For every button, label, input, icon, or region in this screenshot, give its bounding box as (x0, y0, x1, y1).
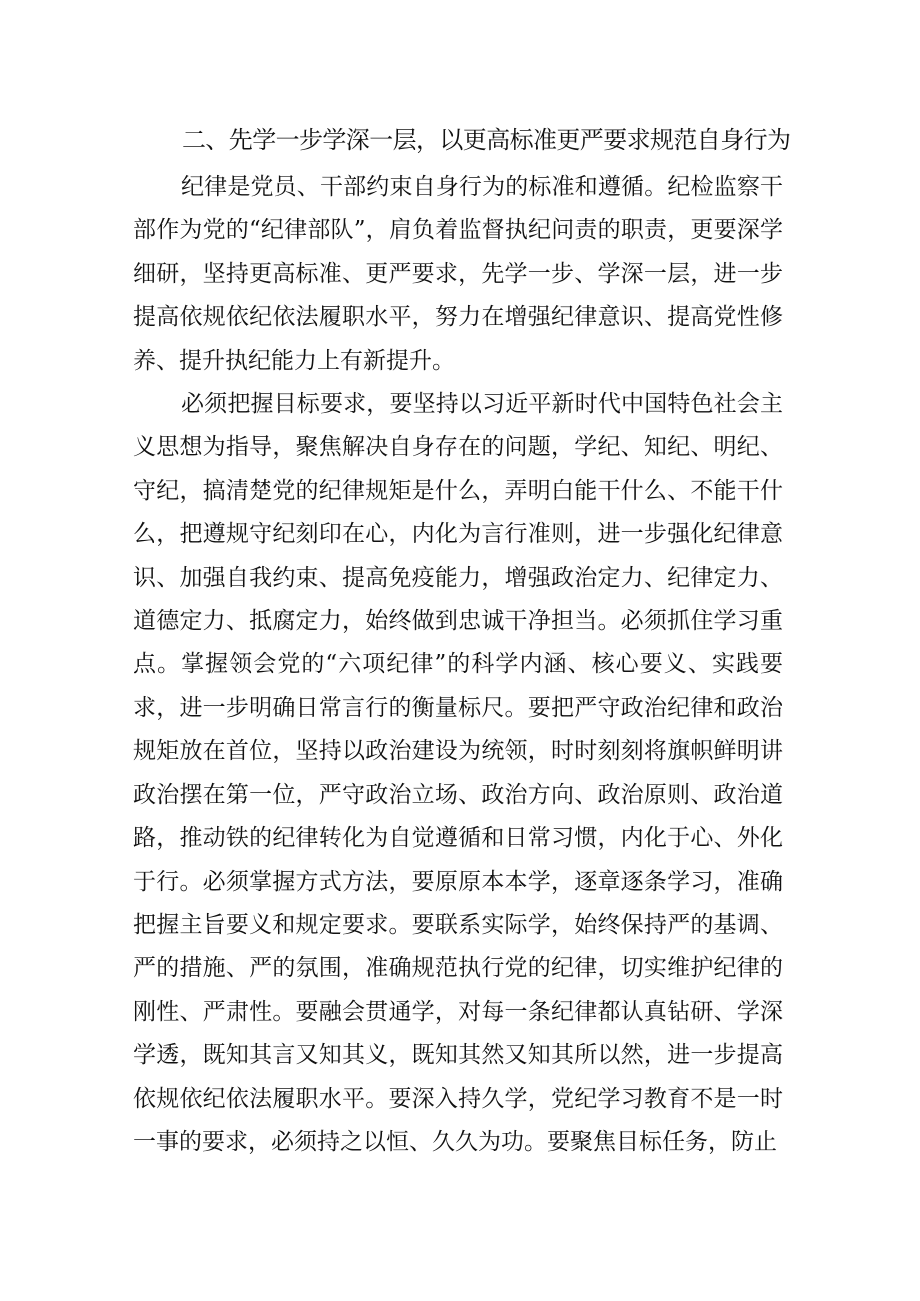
body-text (133, 166, 783, 1164)
section-heading: 二、先学一步学深一层，以更高标准更严要求规范自身行为 (182, 126, 791, 154)
paragraph-main: 必须把握目标要求，要坚持以习近平新时代中国特色社会主义思想为指导，聚焦解决自身存在的问题，学纪、知纪、明纪、守纪，搞清楚党的纪律规矩是什么，弄明白能干什么、不能干什么，把遵规守纪刻印在心，内化为言行准则，进一步强化纪律意识、加强自我约束、提高免疫能力，增强政治定力、纪律定力、道德定力、抵腐定力，始终做到忠诚干净担当。必须抓住学习重点。掌握领会党的“六项纪律”的科学内涵、核心要义、实践要求，进一步明确日常言行的衡量标尺。要把严守政治纪律和政治规矩放在首位，坚持以政治建设为统领，时时刻刻将旗帜鲜明讲政治摆在第一位，严守政治立场、政治方向、政治原则、政治道路，推动铁的纪律转化为自觉遵循和日常习惯，内化于心、外化于行。必须掌握方式方法，要原原本本学，逐章逐条学习，准确把握主旨要义和规定要求。要联系实际学，始终保持严的基调、严的措施、严的氛围，准确规范执行党的纪律，切实维护纪律的刚性、严肃性。要融会贯通学，对每一条纪律都认真钻研、学深学透，既知其言又知其义，既知其然又知其所以然，进一步提高依规依纪依法履职水平。要深入持久学，党纪学习教育不是一时一事的要求，必须持之以恒、久久为功。要聚焦目标任务，防止 (133, 391, 783, 1155)
paragraph-intro: 纪律是党员、干部约束自身行为的标准和遵循。纪检监察干部作为党的“纪律部队”，肩负着监督执纪问责的职责，更要深学细研，坚持更高标准、更严要求，先学一步、学深一层，进一步提高依规依纪依法履职水平，努力在增强纪律意识、提高党性修养、提升执纪能力上有新提升。 (133, 174, 783, 374)
